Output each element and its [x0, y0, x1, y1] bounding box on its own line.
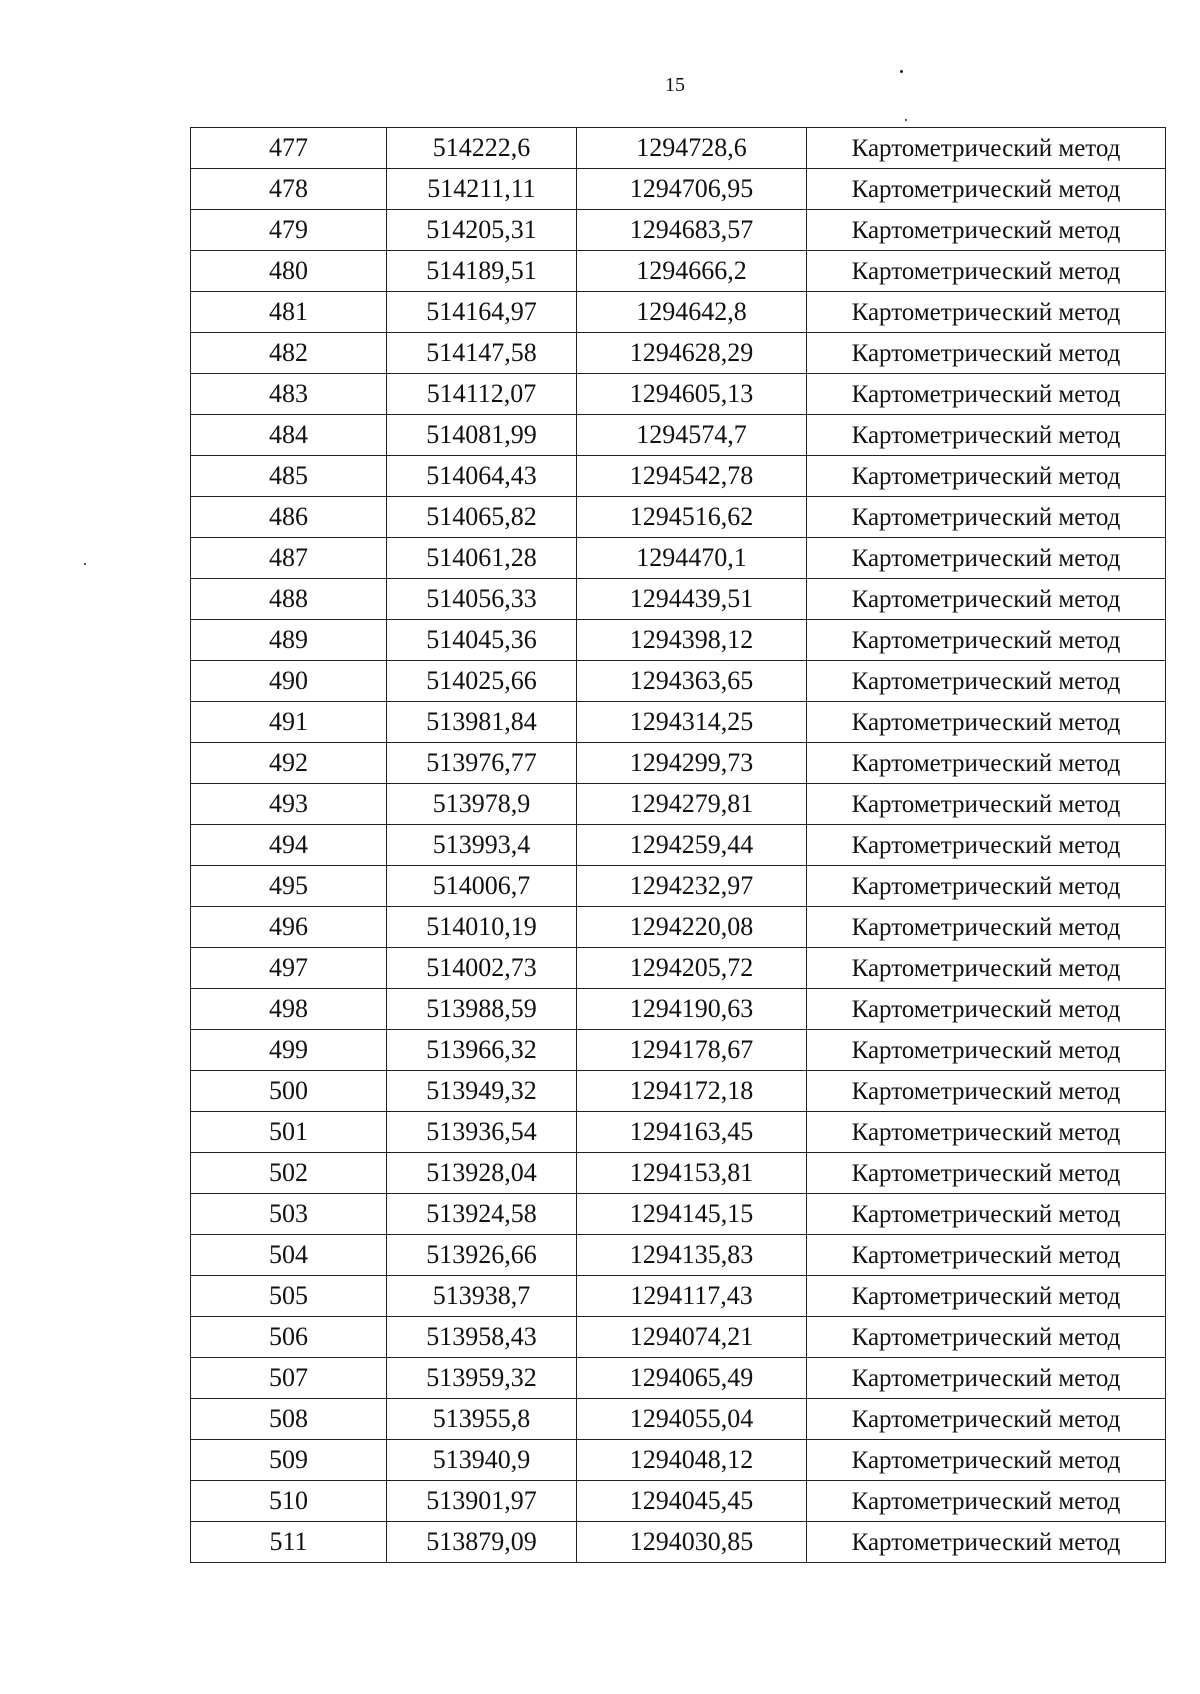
coordinate-y-cell: 1294135,83 [577, 1235, 807, 1276]
coordinate-x-cell: 513955,8 [387, 1399, 577, 1440]
coordinate-y-cell: 1294178,67 [577, 1030, 807, 1071]
coordinate-y-cell: 1294205,72 [577, 948, 807, 989]
table-row [191, 1276, 1166, 1317]
table-row [191, 538, 1166, 579]
coordinate-x-cell: 514081,99 [387, 415, 577, 456]
table-row [191, 1235, 1166, 1276]
coordinate-y-cell: 1294163,45 [577, 1112, 807, 1153]
coordinate-x-cell: 514211,11 [387, 169, 577, 210]
scan-speck [84, 563, 86, 565]
coordinate-y-cell: 1294628,29 [577, 333, 807, 374]
coordinate-y-cell: 1294220,08 [577, 907, 807, 948]
point-number-cell: 497 [191, 948, 387, 989]
table-row [191, 456, 1166, 497]
method-cell: Картометрический метод [807, 128, 1166, 169]
point-number-cell: 479 [191, 210, 387, 251]
point-number-cell: 506 [191, 1317, 387, 1358]
coordinate-x-cell: 513924,58 [387, 1194, 577, 1235]
coordinate-x-cell: 513958,43 [387, 1317, 577, 1358]
coordinate-x-cell: 514222,6 [387, 128, 577, 169]
coordinate-y-cell: 1294363,65 [577, 661, 807, 702]
point-number-cell: 491 [191, 702, 387, 743]
method-cell: Картометрический метод [807, 661, 1166, 702]
coordinate-x-cell: 514064,43 [387, 456, 577, 497]
point-number-cell: 487 [191, 538, 387, 579]
table-row [191, 784, 1166, 825]
table-row [191, 661, 1166, 702]
method-cell: Картометрический метод [807, 1071, 1166, 1112]
method-cell: Картометрический метод [807, 1030, 1166, 1071]
coordinate-x-cell: 513926,66 [387, 1235, 577, 1276]
method-cell: Картометрический метод [807, 784, 1166, 825]
point-number-cell: 485 [191, 456, 387, 497]
method-cell: Картометрический метод [807, 1522, 1166, 1563]
scan-speck [905, 119, 907, 121]
method-cell: Картометрический метод [807, 1440, 1166, 1481]
coordinate-y-cell: 1294605,13 [577, 374, 807, 415]
method-cell: Картометрический метод [807, 1317, 1166, 1358]
point-number-cell: 500 [191, 1071, 387, 1112]
coordinate-y-cell: 1294279,81 [577, 784, 807, 825]
coordinate-x-cell: 513928,04 [387, 1153, 577, 1194]
coordinate-x-cell: 514061,28 [387, 538, 577, 579]
method-cell: Картометрический метод [807, 825, 1166, 866]
coordinate-y-cell: 1294048,12 [577, 1440, 807, 1481]
coordinate-y-cell: 1294065,49 [577, 1358, 807, 1399]
table-row [191, 1481, 1166, 1522]
table-row [191, 415, 1166, 456]
method-cell: Картометрический метод [807, 1276, 1166, 1317]
method-cell: Картометрический метод [807, 866, 1166, 907]
coordinate-y-cell: 1294259,44 [577, 825, 807, 866]
table-row [191, 1440, 1166, 1481]
point-number-cell: 484 [191, 415, 387, 456]
coordinate-x-cell: 514112,07 [387, 374, 577, 415]
table-row [191, 374, 1166, 415]
method-cell: Картометрический метод [807, 743, 1166, 784]
coordinate-x-cell: 513966,32 [387, 1030, 577, 1071]
table-row [191, 292, 1166, 333]
coordinate-y-cell: 1294439,51 [577, 579, 807, 620]
method-cell: Картометрический метод [807, 456, 1166, 497]
coordinate-x-cell: 513936,54 [387, 1112, 577, 1153]
table-row [191, 702, 1166, 743]
point-number-cell: 499 [191, 1030, 387, 1071]
method-cell: Картометрический метод [807, 948, 1166, 989]
coordinate-y-cell: 1294470,1 [577, 538, 807, 579]
table-row [191, 1030, 1166, 1071]
point-number-cell: 501 [191, 1112, 387, 1153]
point-number-cell: 503 [191, 1194, 387, 1235]
coordinate-y-cell: 1294232,97 [577, 866, 807, 907]
method-cell: Картометрический метод [807, 251, 1166, 292]
coordinate-y-cell: 1294683,57 [577, 210, 807, 251]
method-cell: Картометрический метод [807, 333, 1166, 374]
method-cell: Картометрический метод [807, 620, 1166, 661]
coordinate-y-cell: 1294030,85 [577, 1522, 807, 1563]
method-cell: Картометрический метод [807, 1112, 1166, 1153]
scan-speck [900, 70, 903, 73]
coordinate-x-cell: 513879,09 [387, 1522, 577, 1563]
coordinate-x-cell: 514002,73 [387, 948, 577, 989]
method-cell: Картометрический метод [807, 497, 1166, 538]
point-number-cell: 482 [191, 333, 387, 374]
coordinate-x-cell: 514065,82 [387, 497, 577, 538]
coordinate-y-cell: 1294074,21 [577, 1317, 807, 1358]
coordinate-x-cell: 513940,9 [387, 1440, 577, 1481]
point-number-cell: 488 [191, 579, 387, 620]
method-cell: Картометрический метод [807, 579, 1166, 620]
coordinate-x-cell: 514010,19 [387, 907, 577, 948]
point-number-cell: 508 [191, 1399, 387, 1440]
coordinate-x-cell: 514056,33 [387, 579, 577, 620]
point-number-cell: 510 [191, 1481, 387, 1522]
table-row [191, 333, 1166, 374]
method-cell: Картометрический метод [807, 210, 1166, 251]
point-number-cell: 494 [191, 825, 387, 866]
coordinate-x-cell: 514147,58 [387, 333, 577, 374]
method-cell: Картометрический метод [807, 1481, 1166, 1522]
coordinate-x-cell: 513981,84 [387, 702, 577, 743]
table-row [191, 948, 1166, 989]
method-cell: Картометрический метод [807, 1153, 1166, 1194]
point-number-cell: 486 [191, 497, 387, 538]
point-number-cell: 498 [191, 989, 387, 1030]
point-number-cell: 493 [191, 784, 387, 825]
coordinate-y-cell: 1294574,7 [577, 415, 807, 456]
method-cell: Картометрический метод [807, 292, 1166, 333]
coordinate-y-cell: 1294190,63 [577, 989, 807, 1030]
table-row [191, 907, 1166, 948]
coordinate-x-cell: 513978,9 [387, 784, 577, 825]
point-number-cell: 489 [191, 620, 387, 661]
table-row [191, 251, 1166, 292]
method-cell: Картометрический метод [807, 702, 1166, 743]
method-cell: Картометрический метод [807, 169, 1166, 210]
page-number: 15 [665, 74, 685, 96]
point-number-cell: 492 [191, 743, 387, 784]
coordinate-x-cell: 513988,59 [387, 989, 577, 1030]
coordinate-y-cell: 1294172,18 [577, 1071, 807, 1112]
point-number-cell: 481 [191, 292, 387, 333]
point-number-cell: 478 [191, 169, 387, 210]
coordinate-x-cell: 513976,77 [387, 743, 577, 784]
coordinate-x-cell: 513938,7 [387, 1276, 577, 1317]
table-row [191, 1071, 1166, 1112]
point-number-cell: 507 [191, 1358, 387, 1399]
coordinate-y-cell: 1294706,95 [577, 169, 807, 210]
coordinate-x-cell: 514045,36 [387, 620, 577, 661]
point-number-cell: 495 [191, 866, 387, 907]
coordinate-y-cell: 1294145,15 [577, 1194, 807, 1235]
coordinate-y-cell: 1294542,78 [577, 456, 807, 497]
table-row [191, 169, 1166, 210]
coordinate-y-cell: 1294516,62 [577, 497, 807, 538]
point-number-cell: 509 [191, 1440, 387, 1481]
coordinate-x-cell: 514025,66 [387, 661, 577, 702]
point-number-cell: 477 [191, 128, 387, 169]
method-cell: Картометрический метод [807, 1399, 1166, 1440]
coordinate-y-cell: 1294314,25 [577, 702, 807, 743]
table-row [191, 1358, 1166, 1399]
coordinate-y-cell: 1294299,73 [577, 743, 807, 784]
point-number-cell: 483 [191, 374, 387, 415]
table-row [191, 825, 1166, 866]
coordinate-x-cell: 513949,32 [387, 1071, 577, 1112]
coordinate-y-cell: 1294055,04 [577, 1399, 807, 1440]
method-cell: Картометрический метод [807, 538, 1166, 579]
table-row [191, 1399, 1166, 1440]
coordinate-y-cell: 1294728,6 [577, 128, 807, 169]
method-cell: Картометрический метод [807, 415, 1166, 456]
point-number-cell: 505 [191, 1276, 387, 1317]
coordinates-table [190, 127, 1166, 1563]
table-row [191, 579, 1166, 620]
coordinate-x-cell: 513993,4 [387, 825, 577, 866]
table-row [191, 1153, 1166, 1194]
coordinate-x-cell: 513901,97 [387, 1481, 577, 1522]
coordinate-x-cell: 514189,51 [387, 251, 577, 292]
coordinate-x-cell: 513959,32 [387, 1358, 577, 1399]
point-number-cell: 480 [191, 251, 387, 292]
table-row [191, 1522, 1166, 1563]
coordinate-y-cell: 1294153,81 [577, 1153, 807, 1194]
table-row [191, 1194, 1166, 1235]
table-row [191, 620, 1166, 661]
table-row [191, 1112, 1166, 1153]
coordinate-x-cell: 514006,7 [387, 866, 577, 907]
table-row [191, 497, 1166, 538]
point-number-cell: 490 [191, 661, 387, 702]
coordinate-x-cell: 514205,31 [387, 210, 577, 251]
method-cell: Картометрический метод [807, 1235, 1166, 1276]
table-row [191, 989, 1166, 1030]
table-row [191, 1317, 1166, 1358]
point-number-cell: 504 [191, 1235, 387, 1276]
table-row [191, 866, 1166, 907]
table-row [191, 128, 1166, 169]
method-cell: Картометрический метод [807, 907, 1166, 948]
coordinate-y-cell: 1294666,2 [577, 251, 807, 292]
coordinate-y-cell: 1294642,8 [577, 292, 807, 333]
point-number-cell: 502 [191, 1153, 387, 1194]
table-row [191, 210, 1166, 251]
point-number-cell: 496 [191, 907, 387, 948]
table-row [191, 743, 1166, 784]
coordinate-y-cell: 1294117,43 [577, 1276, 807, 1317]
point-number-cell: 511 [191, 1522, 387, 1563]
method-cell: Картометрический метод [807, 374, 1166, 415]
method-cell: Картометрический метод [807, 1358, 1166, 1399]
method-cell: Картометрический метод [807, 1194, 1166, 1235]
method-cell: Картометрический метод [807, 989, 1166, 1030]
coordinate-y-cell: 1294398,12 [577, 620, 807, 661]
coordinate-x-cell: 514164,97 [387, 292, 577, 333]
coordinate-y-cell: 1294045,45 [577, 1481, 807, 1522]
coordinates-table-body [191, 128, 1166, 1563]
